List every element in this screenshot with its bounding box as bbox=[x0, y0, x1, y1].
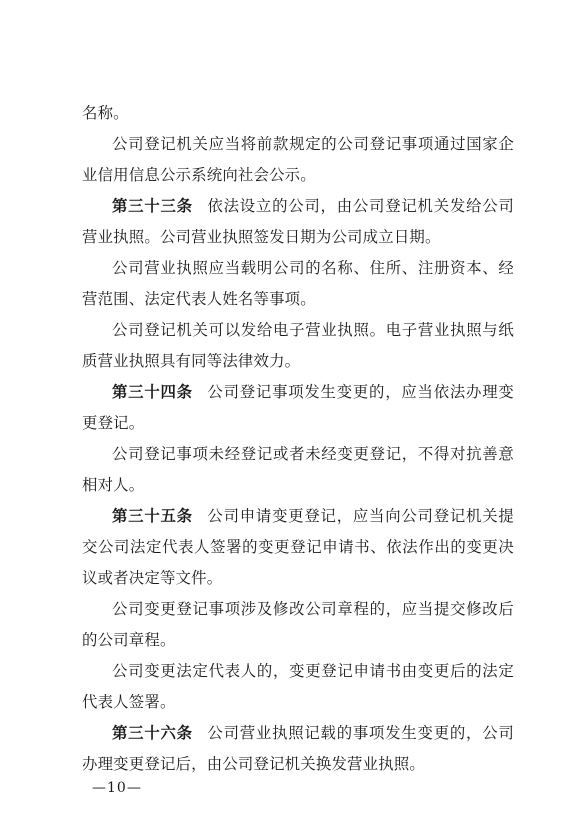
article-paragraph bbox=[82, 377, 514, 439]
paragraph bbox=[82, 253, 514, 315]
paragraph-text: 公司营业执照记载的事项发生变更的，公司办理变更登记后，由公司登记机关换发营业执照。 bbox=[82, 724, 514, 773]
article-number: 第三十四条 bbox=[112, 383, 193, 401]
paragraph bbox=[82, 98, 514, 129]
document-body bbox=[82, 98, 514, 780]
paragraph-text: 公司登记事项未经登记或者未经变更登记，不得对抗善意相对人。 bbox=[82, 445, 514, 494]
paragraph-text: 公司登记机关应当将前款规定的公司登记事项通过国家企业信用信息公示系统向社会公示。 bbox=[82, 135, 514, 184]
page-number: —10— bbox=[92, 780, 142, 796]
paragraph bbox=[82, 315, 514, 377]
article-number: 第三十三条 bbox=[112, 197, 193, 215]
paragraph-text: 公司登记机关可以发给电子营业执照。电子营业执照与纸质营业执照具有同等法律效力。 bbox=[82, 321, 514, 370]
article-paragraph bbox=[82, 191, 514, 253]
paragraph bbox=[82, 439, 514, 501]
paragraph-text: 公司登记事项发生变更的，应当依法办理变更登记。 bbox=[82, 383, 514, 432]
article-paragraph bbox=[82, 501, 514, 594]
paragraph-text: 公司申请变更登记，应当向公司登记机关提交公司法定代表人签署的变更登记申请书、依法作出的变更决议或者决定等文件。 bbox=[82, 507, 514, 587]
paragraph-text: 公司营业执照应当载明公司的名称、住所、注册资本、经营范围、法定代表人姓名等事项。 bbox=[82, 259, 514, 308]
article-number: 第三十五条 bbox=[112, 507, 193, 525]
paragraph-text: 公司变更登记事项涉及修改公司章程的，应当提交修改后的公司章程。 bbox=[82, 600, 514, 649]
paragraph-text: 名称。 bbox=[82, 104, 129, 122]
article-number: 第三十六条 bbox=[112, 724, 193, 742]
paragraph-text: 依法设立的公司，由公司登记机关发给公司营业执照。公司营业执照签发日期为公司成立日期。 bbox=[82, 197, 514, 246]
paragraph bbox=[82, 656, 514, 718]
paragraph bbox=[82, 129, 514, 191]
paragraph-text: 公司变更法定代表人的，变更登记申请书由变更后的法定代表人签署。 bbox=[82, 662, 514, 711]
article-paragraph bbox=[82, 718, 514, 780]
paragraph bbox=[82, 594, 514, 656]
